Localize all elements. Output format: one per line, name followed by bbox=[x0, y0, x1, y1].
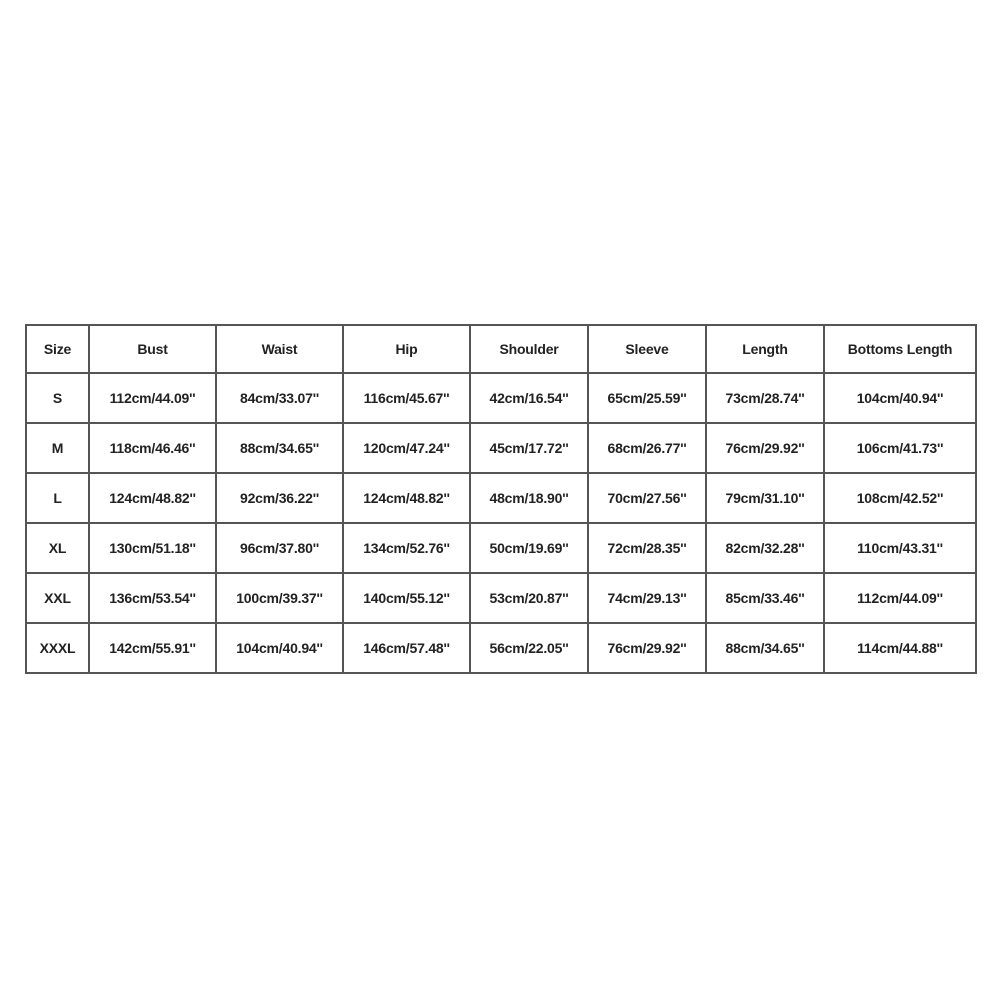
header-shoulder: Shoulder bbox=[470, 325, 588, 373]
bust-cell: 112cm/44.09'' bbox=[89, 373, 216, 423]
length-cell: 73cm/28.74'' bbox=[706, 373, 824, 423]
waist-cell: 92cm/36.22'' bbox=[216, 473, 343, 523]
size-cell: S bbox=[26, 373, 89, 423]
bottoms-length-cell: 114cm/44.88'' bbox=[824, 623, 976, 673]
length-cell: 82cm/32.28'' bbox=[706, 523, 824, 573]
header-length: Length bbox=[706, 325, 824, 373]
length-cell: 79cm/31.10'' bbox=[706, 473, 824, 523]
header-bust: Bust bbox=[89, 325, 216, 373]
table-row bbox=[26, 473, 976, 523]
length-cell: 88cm/34.65'' bbox=[706, 623, 824, 673]
shoulder-cell: 50cm/19.69'' bbox=[470, 523, 588, 573]
hip-cell: 146cm/57.48'' bbox=[343, 623, 470, 673]
bottoms-length-cell: 108cm/42.52'' bbox=[824, 473, 976, 523]
length-cell: 85cm/33.46'' bbox=[706, 573, 824, 623]
size-cell: L bbox=[26, 473, 89, 523]
shoulder-cell: 42cm/16.54'' bbox=[470, 373, 588, 423]
size-cell: XXXL bbox=[26, 623, 89, 673]
bust-cell: 130cm/51.18'' bbox=[89, 523, 216, 573]
size-cell: XL bbox=[26, 523, 89, 573]
table-row bbox=[26, 523, 976, 573]
sleeve-cell: 72cm/28.35'' bbox=[588, 523, 706, 573]
bust-cell: 118cm/46.46'' bbox=[89, 423, 216, 473]
bottoms-length-cell: 104cm/40.94'' bbox=[824, 373, 976, 423]
waist-cell: 96cm/37.80'' bbox=[216, 523, 343, 573]
table-row bbox=[26, 423, 976, 473]
bust-cell: 124cm/48.82'' bbox=[89, 473, 216, 523]
sleeve-cell: 74cm/29.13'' bbox=[588, 573, 706, 623]
size-chart-table bbox=[25, 324, 977, 674]
header-row bbox=[26, 325, 976, 373]
bottoms-length-cell: 106cm/41.73'' bbox=[824, 423, 976, 473]
header-sleeve: Sleeve bbox=[588, 325, 706, 373]
bust-cell: 136cm/53.54'' bbox=[89, 573, 216, 623]
shoulder-cell: 48cm/18.90'' bbox=[470, 473, 588, 523]
shoulder-cell: 45cm/17.72'' bbox=[470, 423, 588, 473]
bottoms-length-cell: 110cm/43.31'' bbox=[824, 523, 976, 573]
waist-cell: 100cm/39.37'' bbox=[216, 573, 343, 623]
bottoms-length-cell: 112cm/44.09'' bbox=[824, 573, 976, 623]
sleeve-cell: 70cm/27.56'' bbox=[588, 473, 706, 523]
table-row bbox=[26, 373, 976, 423]
header-waist: Waist bbox=[216, 325, 343, 373]
waist-cell: 104cm/40.94'' bbox=[216, 623, 343, 673]
length-cell: 76cm/29.92'' bbox=[706, 423, 824, 473]
sleeve-cell: 68cm/26.77'' bbox=[588, 423, 706, 473]
waist-cell: 88cm/34.65'' bbox=[216, 423, 343, 473]
sleeve-cell: 76cm/29.92'' bbox=[588, 623, 706, 673]
hip-cell: 124cm/48.82'' bbox=[343, 473, 470, 523]
shoulder-cell: 56cm/22.05'' bbox=[470, 623, 588, 673]
hip-cell: 140cm/55.12'' bbox=[343, 573, 470, 623]
hip-cell: 116cm/45.67'' bbox=[343, 373, 470, 423]
size-cell: XXL bbox=[26, 573, 89, 623]
table-row bbox=[26, 623, 976, 673]
header-size: Size bbox=[26, 325, 89, 373]
header-bottoms-length: Bottoms Length bbox=[824, 325, 976, 373]
hip-cell: 134cm/52.76'' bbox=[343, 523, 470, 573]
header-hip: Hip bbox=[343, 325, 470, 373]
hip-cell: 120cm/47.24'' bbox=[343, 423, 470, 473]
size-cell: M bbox=[26, 423, 89, 473]
shoulder-cell: 53cm/20.87'' bbox=[470, 573, 588, 623]
waist-cell: 84cm/33.07'' bbox=[216, 373, 343, 423]
table-row bbox=[26, 573, 976, 623]
sleeve-cell: 65cm/25.59'' bbox=[588, 373, 706, 423]
bust-cell: 142cm/55.91'' bbox=[89, 623, 216, 673]
